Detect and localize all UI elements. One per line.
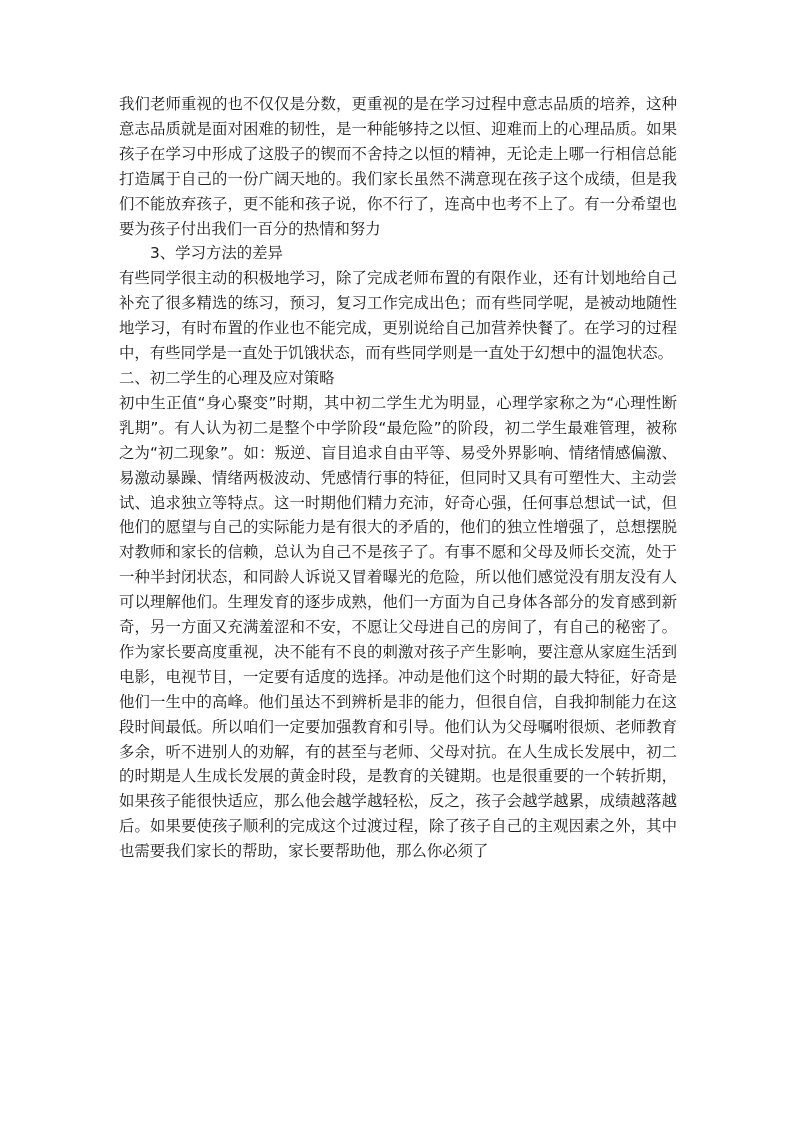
document-body: [119, 92, 677, 864]
section-heading-psychology: 二、初二学生的心理及应对策略: [119, 368, 335, 387]
body-paragraph: 有些同学很主动的积极地学习，除了完成老师布置的有限作业，还有计划地给自己补充了很多精选的练习，预习，复习工作完成出色；而有些同学呢，是被动地随性地学习，有时布置的作业也不能完成，更别说给自己加营养快餐了。在学习的过程中，有些同学是一直处于饥饿状态，而有些同学则是一直处于幻想中的温饱状态。: [119, 269, 677, 363]
body-paragraph: 初中生正值“身心聚变”时期，其中初二学生尤为明显，心理学家称之为“心理性断乳期”。有人认为初二是整个中学阶段“最危险”的阶段，初二学生最难管理，被称之为“初二现象”。如：叛逆、盲目追求自由平等、易受外界影响、情绪情感偏激、易激动暴躁、情绪两极波动、凭感情行事的特征，但同时又具有可塑性大、主动尝试、追求独立等特点。这一时期他们精力充沛，好奇心强，任何事总想试一试，但他们的愿望与自己的实际能力是有很大的矛盾的，他们的独立性增强了，总想摆脱对教师和家长的信赖，总认为自己不是孩子了。有事不愿和父母及师长交流，处于一种半封闭状态，和同龄人诉说又冒着曝光的危险，所以他们感觉没有朋友没有人可以理解他们。生理发育的逐步成熟，他们一方面为自己身体各部分的发育感到新奇，另一方面又充满羞涩和不安，不愿让父母进自己的房间了，有自己的秘密了。作为家长要高度重视，决不能有不良的刺激对孩子产生影响，要注意从家庭生活到电影，电视节目，一定要有适度的选择。冲动是他们这个时期的最大特征，好奇是他们一生中的高峰。他们虽达不到辨析是非的能力，但很自信，自我抑制能力在这段时间最低。所以咱们一定要加强教育和引导。他们认为父母嘱咐很烦、老师教育多余，听不进别人的劝解，有的甚至与老师、父母对抗。在人生成长发展中，初二的时期是人生成长发展的黄金时段，是教育的关键期。也是很重要的一个转折期，如果孩子能很快适应，那么他会越学越轻松，反之，孩子会越学越累，成绩越落越后。如果要使孩子顺利的完成这个过渡过程，除了孩子自己的主观因素之外，其中也需要我们家长的帮助，家长要帮助他，那么你必须了: [119, 393, 677, 861]
body-paragraph: 我们老师重视的也不仅仅是分数，更重视的是在学习过程中意志品质的培养，这种意志品质就是面对困难的韧性，是一种能够持之以恒、迎难而上的心理品质。如果孩子在学习中形成了这股子的锲而不舍持之以恒的精神，无论走上哪一行相信总能打造属于自己的一份广阔天地的。我们家长虽然不满意现在孩子这个成绩，但是我们不能放弃孩子，更不能和孩子说，你不行了，连高中也考不上了。有一分希望也要为孩子付出我们一百分的热情和努力: [119, 95, 677, 238]
section-heading-learning-methods: 3、学习方法的差异: [150, 244, 283, 263]
